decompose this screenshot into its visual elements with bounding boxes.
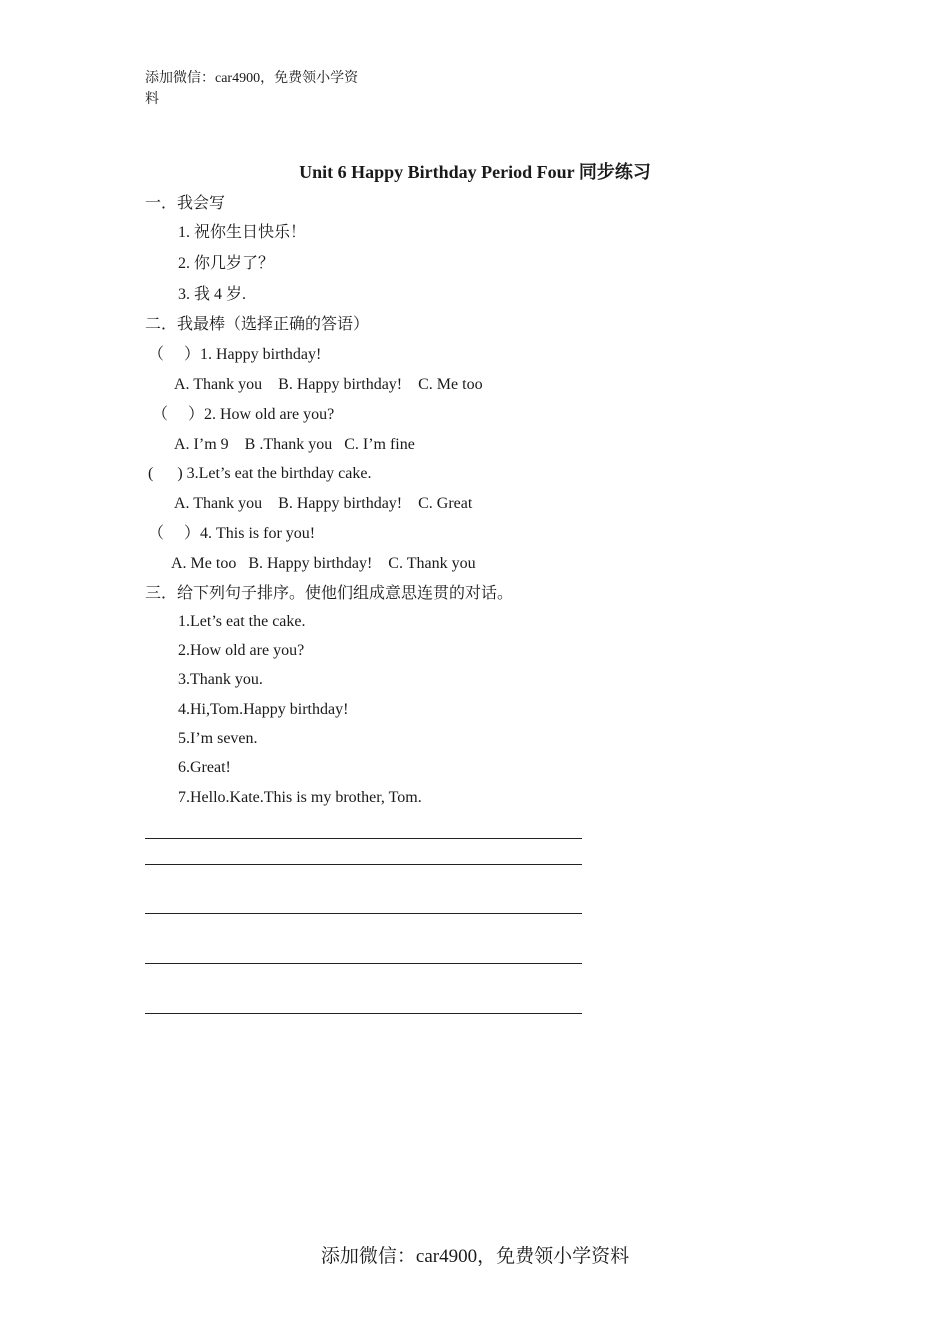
question-options: A. Me too B. Happy birthday! C. Thank you: [171, 555, 476, 572]
section1-heading: 一．我会写: [145, 195, 226, 212]
section1-item: 1. 祝你生日快乐！: [178, 224, 307, 241]
footer-watermark: 添加微信：car4900，免费领小学资料: [320, 1246, 630, 1267]
answer-line: [145, 1013, 582, 1014]
sentence-item: 3.Thank you.: [178, 671, 263, 688]
sentence-item: 1.Let’s eat the cake.: [178, 613, 306, 630]
question-prompt: （ ）4. This is for you!: [148, 525, 316, 542]
section1-item: 2. 你几岁了？: [178, 255, 275, 272]
question-options: A. I’m 9 B .Thank you C. I’m fine: [174, 436, 415, 453]
question-options: A. Thank you B. Happy birthday! C. Great: [174, 495, 473, 512]
header-watermark-line1: 添加微信：car4900，免费领小学资: [145, 71, 359, 86]
page-title: Unit 6 Happy Birthday Period Four 同步练习: [299, 162, 651, 182]
section1-item: 3. 我 4 岁.: [178, 286, 247, 303]
sentence-item: 2.How old are you?: [178, 642, 305, 659]
sentence-item: 4.Hi,Tom.Happy birthday!: [178, 701, 349, 718]
sentence-item: 5.I’m seven.: [178, 730, 258, 747]
question-prompt: ( ) 3.Let’s eat the birthday cake.: [148, 465, 372, 482]
section3-heading: 三．给下列句子排序。使他们组成意思连贯的对话。: [145, 585, 514, 602]
section2-heading: 二．我最棒（选择正确的答语）: [145, 316, 370, 333]
question-prompt: （ ）1. Happy birthday!: [148, 346, 322, 363]
question-prompt: （ ）2. How old are you?: [152, 406, 335, 423]
answer-line: [145, 838, 582, 839]
answer-line: [145, 963, 582, 964]
question-options: A. Thank you B. Happy birthday! C. Me too: [174, 376, 483, 393]
header-watermark: [145, 68, 385, 110]
header-watermark-line2: 料: [145, 92, 159, 107]
answer-line: [145, 864, 582, 865]
sentence-item: 6.Great!: [178, 759, 231, 776]
answer-line: [145, 913, 582, 914]
sentence-item: 7.Hello.Kate.This is my brother, Tom.: [178, 789, 422, 806]
